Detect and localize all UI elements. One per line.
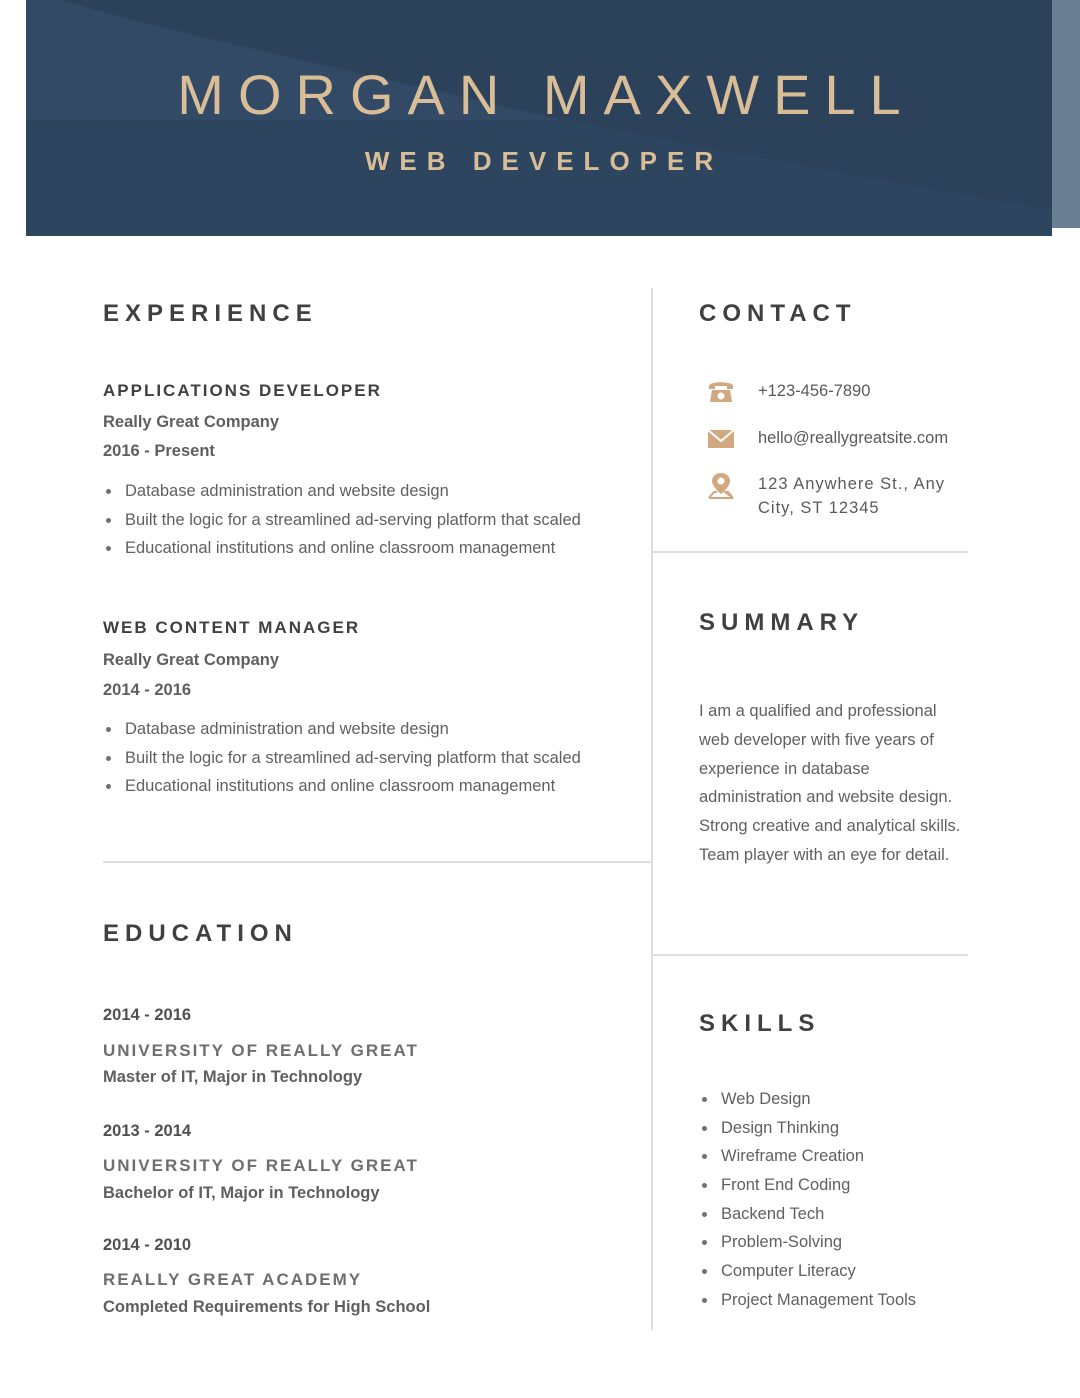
skill-item: Problem-Solving — [699, 1228, 916, 1257]
job-title: WEB CONTENT MANAGER — [103, 618, 361, 637]
list-item: Database administration and website design — [103, 715, 581, 744]
mail-icon — [706, 424, 736, 454]
job-dates: 2014 - 2016 — [103, 681, 192, 699]
location-pin-icon — [706, 471, 736, 501]
job-duties-list — [103, 715, 581, 801]
skill-item: Web Design — [699, 1085, 916, 1114]
job-company: Really Great Company — [103, 651, 280, 669]
list-item: Database administration and website design — [103, 477, 581, 506]
summary-line: Team player with an eye for detail. — [699, 845, 950, 864]
education-school: UNIVERSITY OF REALLY GREAT — [103, 1041, 419, 1060]
skill-item: Front End Coding — [699, 1171, 916, 1200]
contact-email: hello@reallygreatsite.com — [758, 429, 949, 447]
summary-line: web developer with five years of — [699, 730, 934, 749]
education-degree: Master of IT, Major in Technology — [103, 1068, 363, 1086]
list-item: Educational institutions and online classroom management — [103, 534, 581, 563]
contact-address — [758, 472, 945, 520]
phone-icon — [706, 377, 736, 407]
address-line-2: City, ST 12345 — [758, 499, 880, 517]
contact-phone: +123-456-7890 — [758, 382, 871, 400]
column-divider — [651, 288, 653, 1330]
skills-heading: SKILLS — [699, 1010, 821, 1037]
skill-item: Backend Tech — [699, 1200, 916, 1229]
education-heading: EDUCATION — [103, 920, 298, 947]
summary-skills-divider — [652, 954, 968, 956]
education-degree: Bachelor of IT, Major in Technology — [103, 1184, 380, 1202]
skill-item: Wireframe Creation — [699, 1142, 916, 1171]
summary-line: administration and website design. — [699, 788, 953, 807]
summary-heading: SUMMARY — [699, 609, 865, 636]
education-degree: Completed Requirements for High School — [103, 1298, 431, 1316]
job-company: Really Great Company — [103, 413, 280, 431]
list-item: Built the logic for a streamlined ad-serving platform that scaled — [103, 506, 581, 535]
person-role: WEB DEVELOPER — [364, 146, 724, 176]
contact-summary-divider — [652, 551, 968, 553]
job-duties-list — [103, 477, 581, 563]
education-dates: 2014 - 2010 — [103, 1236, 192, 1254]
education-dates: 2014 - 2016 — [103, 1006, 192, 1024]
list-item: Educational institutions and online classroom management — [103, 772, 581, 801]
summary-text — [699, 697, 969, 870]
skills-list — [699, 1085, 916, 1315]
job-dates: 2016 - Present — [103, 442, 215, 460]
education-dates: 2013 - 2014 — [103, 1122, 192, 1140]
address-line-1: 123 Anywhere St., Any — [758, 475, 946, 493]
skill-item: Design Thinking — [699, 1114, 916, 1143]
contact-heading: CONTACT — [699, 300, 857, 327]
skill-item: Computer Literacy — [699, 1257, 916, 1286]
header-banner — [0, 0, 1080, 236]
list-item: Built the logic for a streamlined ad-serving platform that scaled — [103, 744, 581, 773]
education-school: REALLY GREAT ACADEMY — [103, 1270, 363, 1289]
experience-heading: EXPERIENCE — [103, 300, 318, 327]
summary-line: experience in database — [699, 759, 870, 778]
job-title: APPLICATIONS DEVELOPER — [103, 381, 382, 400]
experience-education-divider — [103, 861, 652, 863]
person-name: MORGAN MAXWELL — [177, 63, 915, 126]
summary-line: I am a qualified and professional — [699, 702, 937, 720]
skill-item: Project Management Tools — [699, 1286, 916, 1315]
summary-line: Strong creative and analytical skills. — [699, 817, 961, 836]
education-school: UNIVERSITY OF REALLY GREAT — [103, 1156, 419, 1175]
